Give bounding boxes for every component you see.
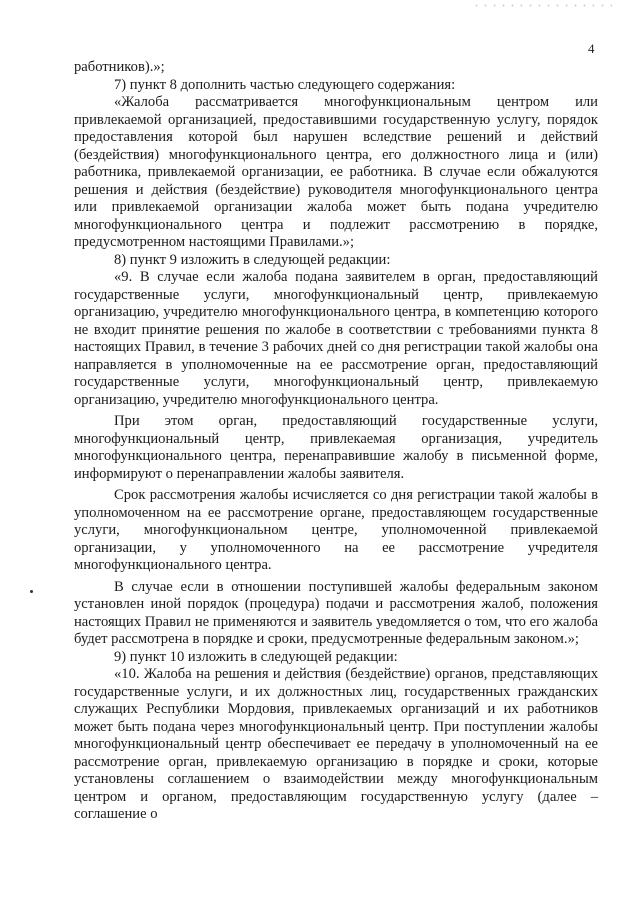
- paragraph: В случае если в отношении поступившей жалобы федеральным законом установлен иной порядок (процедура) подачи и рассмотрения жалоб, положения настоящих Правил не применяются и заявитель уведомляется о том, что его жалоба будет рассмотрена в порядке и сроки, предусмотренные федеральным законом.»;: [74, 578, 598, 647]
- paragraph: 7) пункт 8 дополнить частью следующего содержания:: [114, 76, 456, 93]
- paragraph: «Жалоба рассматривается многофункциональным центром или привлекаемой организацией, предоставившими государственную услугу, порядок предоставления которой был нарушен вследствие решений и действий (бездействия) многофункционального центра, его должностного лица и (или) работника, привлекаемой организации, ее работника. В случае если обжалуются решения и действия (бездействие) руководителя многофункционального центра или привлекаемой организации жалоба может быть подана учредителю многофункционального центра и подлежит рассмотрению в порядке, предусмотренном настоящими Правилами.»;: [74, 94, 598, 250]
- paragraph: При этом орган, предоставляющий государственные услуги, многофункциональный центр, привлекаемая организация, учредитель многофункционального центра, перенаправившие жалобу в письменной форме, информируют о перенаправлении жалобы заявителя.: [74, 413, 598, 482]
- page-number: 4: [588, 41, 595, 56]
- document-body: [74, 59, 598, 824]
- paragraph: 9) пункт 10 изложить в следующей редакции:: [114, 648, 398, 665]
- paragraph: работников).»;: [74, 59, 165, 75]
- paragraph: Срок рассмотрения жалобы исчисляется со дня регистрации такой жалобы в уполномоченном на ее рассмотрение органе, предоставляющем государственные услуги, многофункциональном центре, уполномоченной привлекаемой организации, у уполномоченного на ее рассмотрение учредителя многофункционального центра.: [74, 487, 598, 573]
- paragraph: 8) пункт 9 изложить в следующей редакции:: [114, 251, 391, 268]
- paragraph: «9. В случае если жалоба подана заявителем в орган, предоставляющий государственные услуги, многофункциональный центр, привлекаемую организацию, учредителю многофункционального центра, в компетенцию которого не входит принятие решения по жалобе в соответствии с требованиями пункта 8 настоящих Правил, в течение 3 рабочих дней со дня регистрации такой жалобы она направляется в уполномоченные на ее рассмотрение орган, предоставляющий государственные услуги, многофункциональный центр, привлекаемую организацию, учредителю многофункционального центра.: [74, 269, 598, 408]
- paragraph: «10. Жалоба на решения и действия (бездействие) органов, представляющих государственные услуги, и их должностных лиц, государственных гражданских служащих Республики Мордовия, привлекаемых организаций и их работников может быть подана через многофункциональный центр. При поступлении жалобы многофункциональный центр обеспечивает ее передачу в уполномоченный на ее рассмотрение орган, привлекаемую организацию в порядке и сроки, которые установлены соглашением о взаимодействии между многофункциональным центром и органом, предоставляющим государственную услугу (далее – соглашение о: [74, 666, 598, 822]
- margin-mark: [30, 590, 33, 593]
- scan-artifact: [472, 4, 612, 7]
